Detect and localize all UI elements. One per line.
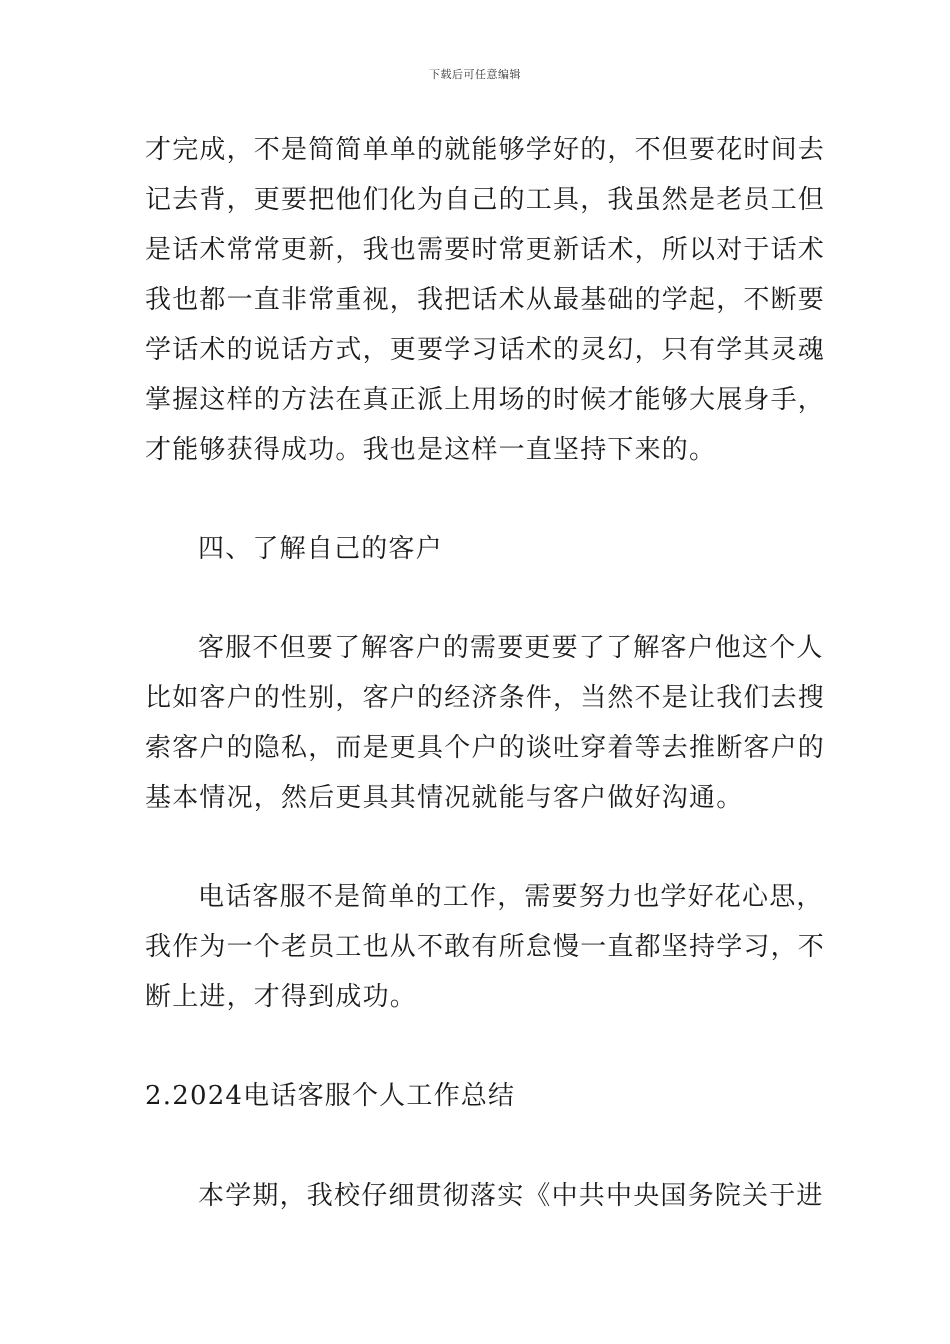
text-line: 才完成，不是简简单单的就能够学好的，不但要花时间去 [145,135,826,165]
text-line: 客服不但要了解客户的需要更要了了解客户他这个人 [198,633,824,663]
text-line: 是话术常常更新，我也需要时常更新话术，所以对于话术 [145,235,826,265]
section-heading: 四、了解自己的客户 [198,534,443,564]
text-line: 学话术的说话方式，更要学习话术的灵幻，只有学其灵魂 [145,335,826,365]
text-line: 电话客服不是简单的工作，需要努力也学好花心思， [198,882,824,912]
page-header-note: 下载后可任意编辑 [429,68,521,81]
text-line: 比如客户的性别，客户的经济条件，当然不是让我们去搜 [145,683,826,713]
text-line: 我也都一直非常重视，我把话术从最基础的学起，不断要 [145,285,826,315]
text-line: 断上进，才得到成功。 [145,982,418,1012]
text-line: 我作为一个老员工也从不敢有所怠慢一直都坚持学习，不 [145,932,826,962]
text-line: 基本情况，然后更具其情况就能与客户做好沟通。 [145,783,744,813]
text-line: 才能够获得成功。我也是这样一直坚持下来的。 [145,435,717,465]
text-line: 记去背，更要把他们化为自己的工具，我虽然是老员工但 [145,185,826,215]
section-heading: 2.2024电话客服个人工作总结 [145,1081,516,1111]
text-line: 掌握这样的方法在真正派上用场的时候才能够大展身手， [145,385,826,415]
text-line: 索客户的隐私，而是更具个户的谈吐穿着等去推断客户的 [145,733,826,763]
text-line: 本学期，我校仔细贯彻落实《中共中央国务院关于进 [198,1181,824,1211]
